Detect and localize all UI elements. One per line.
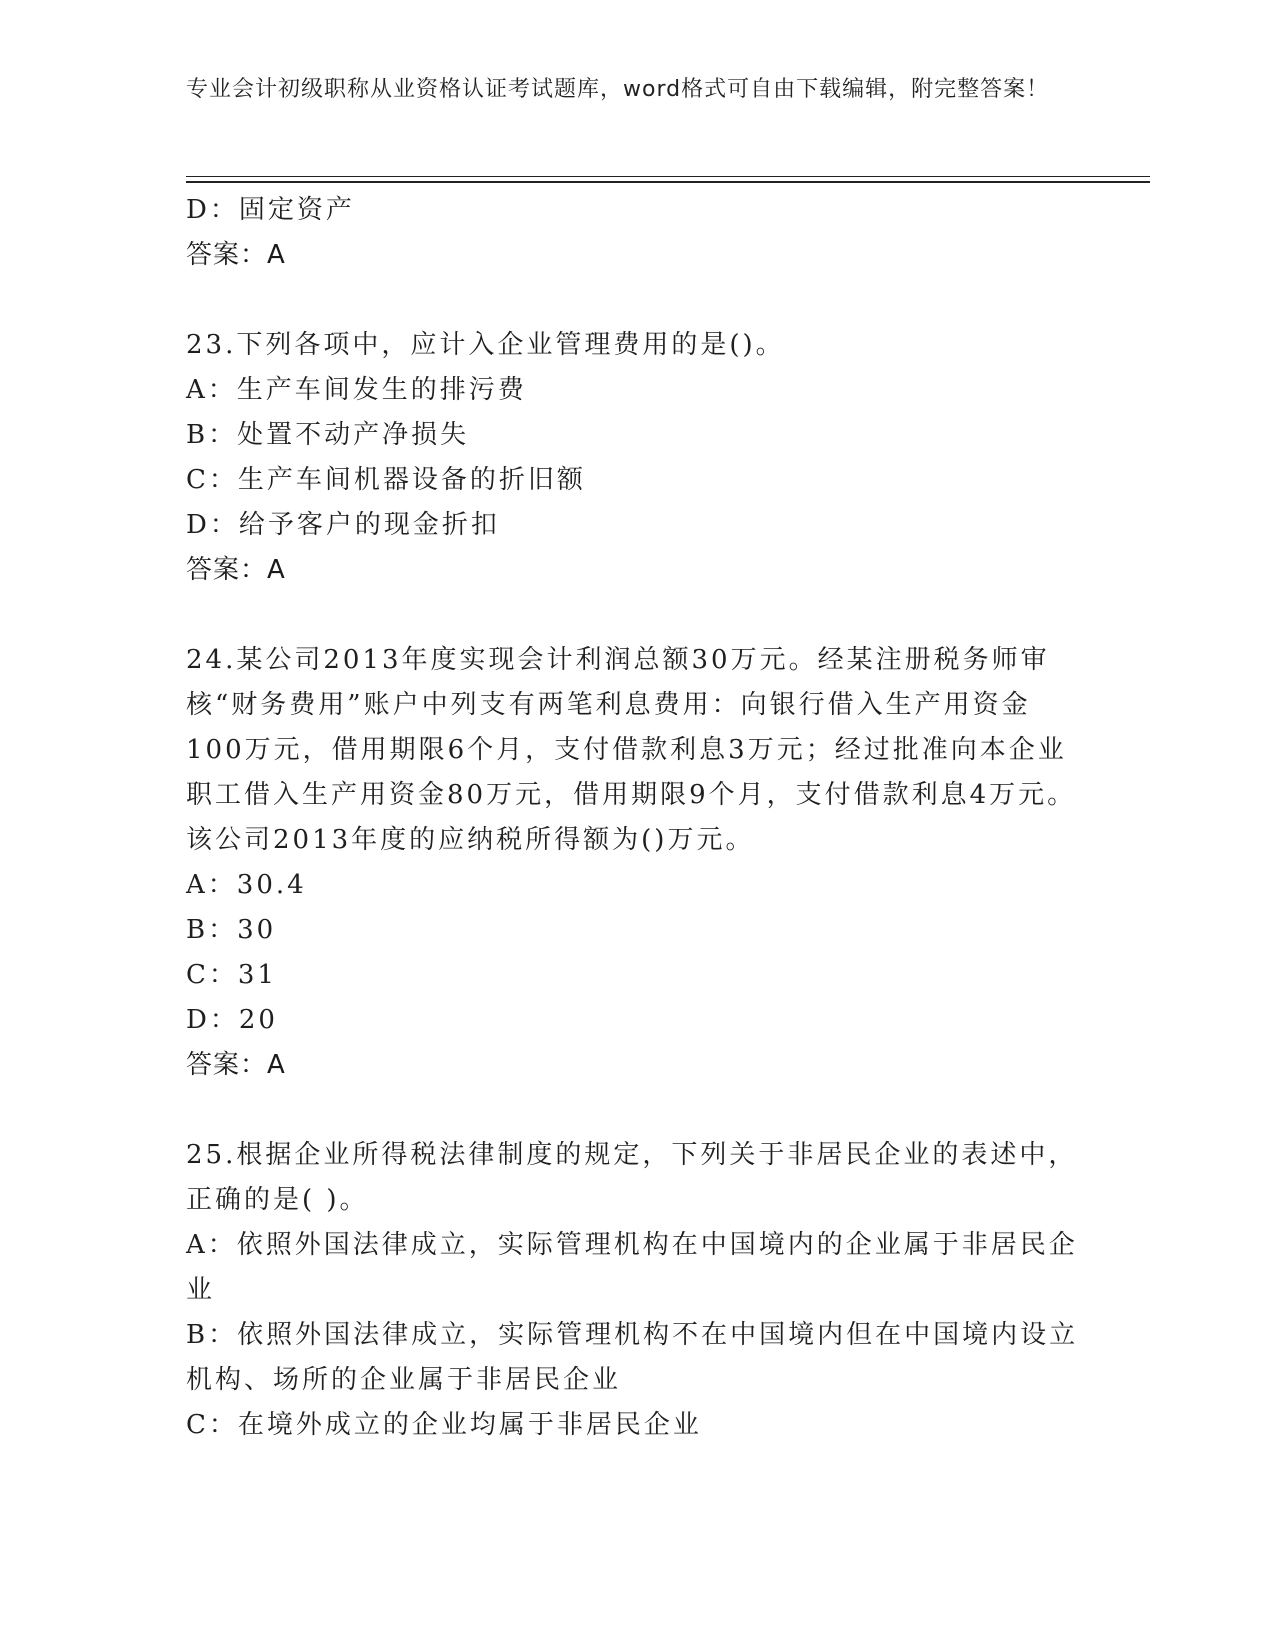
option-a: A：30.4 (186, 870, 307, 900)
question-text: 25.根据企业所得税法律制度的规定，下列关于非居民企业的表述中，正确的是( )。 (186, 1140, 1078, 1215)
answer-label: 答案：A (186, 240, 286, 270)
question-text: 23.下列各项中，应计入企业管理费用的是()。 (186, 330, 785, 360)
answer-label: 答案：A (186, 1050, 286, 1080)
question-23 (186, 323, 1086, 593)
option-b: B：依照外国法律成立，实际管理机构不在中国境内但在中国境内设立机构、场所的企业属于非居民企业 (186, 1320, 1079, 1395)
option-a: A：依照外国法律成立，实际管理机构在中国境内的企业属于非居民企业 (186, 1230, 1078, 1305)
header-divider-thick (186, 181, 1150, 183)
option-c: C：31 (186, 960, 277, 990)
spacer (186, 593, 1086, 638)
option-c: C：生产车间机器设备的折旧额 (186, 465, 586, 495)
spacer (186, 1088, 1086, 1133)
option-d: D：固定资产 (186, 195, 355, 225)
question-list (186, 188, 1086, 1448)
option-d: D：给予客户的现金折扣 (186, 510, 500, 540)
spacer (186, 278, 1086, 323)
option-b: B：处置不动产净损失 (186, 420, 470, 450)
question-24 (186, 638, 1086, 1088)
question-25 (186, 1133, 1086, 1448)
option-b: B：30 (186, 915, 277, 945)
answer-label: 答案：A (186, 555, 286, 585)
option-c: C：在境外成立的企业均属于非居民企业 (186, 1410, 702, 1440)
option-a: A：生产车间发生的排污费 (186, 375, 527, 405)
header-divider-thin (186, 176, 1150, 177)
option-d: D：20 (186, 1005, 278, 1035)
document-header: 专业会计初级职称从业资格认证考试题库，word格式可自由下载编辑，附完整答案！ (186, 77, 1050, 102)
question-text: 24.某公司2013年度实现会计利润总额30万元。经某注册税务师审核“财务费用”账户中列支有两笔利息费用：向银行借入生产用资金100万元，借用期限6个月，支付借款利息3万元；经过批准向本企业职工借入生产用资金80万元，借用期限9个月，支付借款利息4万元。该公司2013年度的应纳税所得额为()万元。 (186, 645, 1077, 855)
